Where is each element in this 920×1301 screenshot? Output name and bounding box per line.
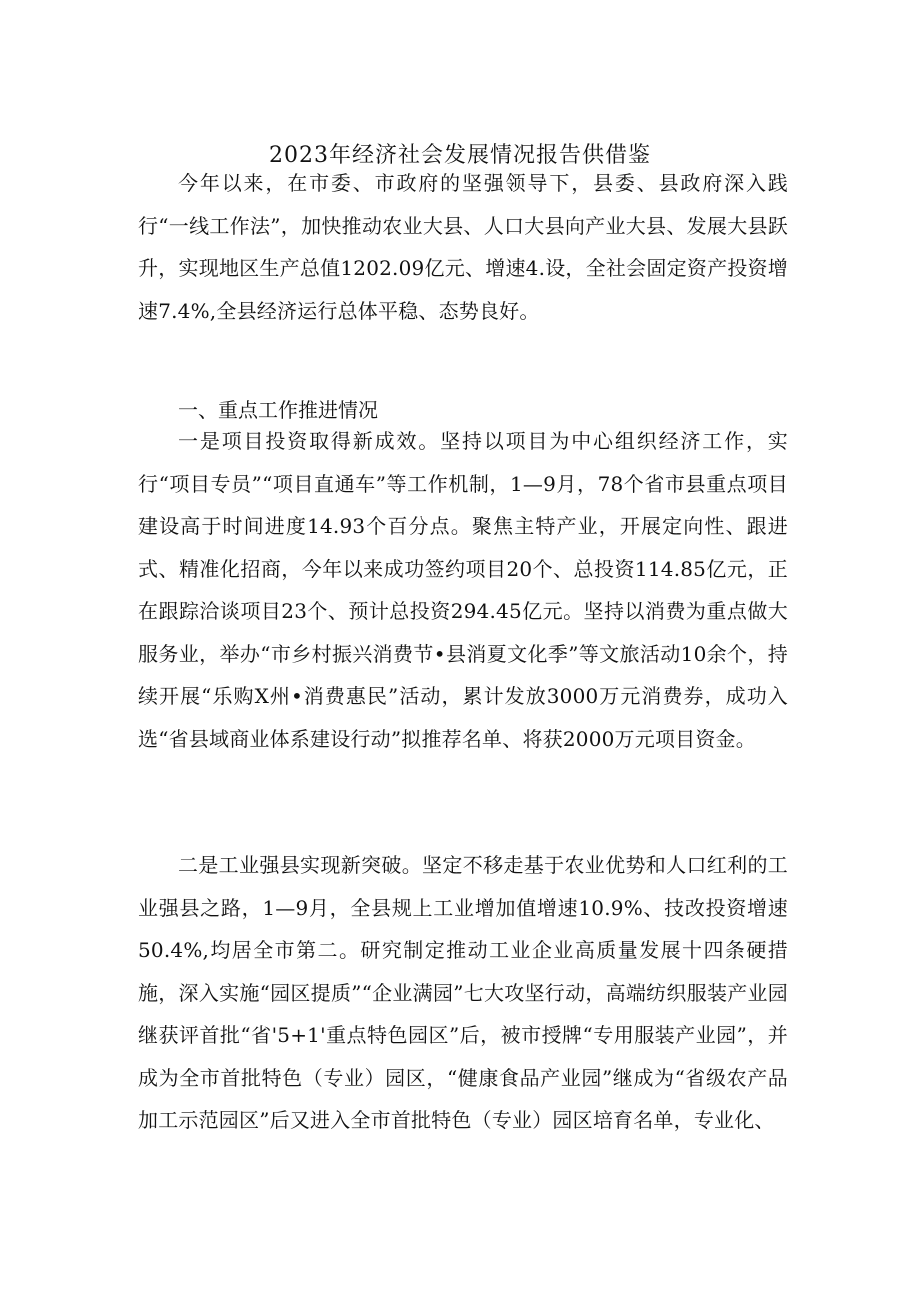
intro-paragraph: 今年以来，在市委、市政府的坚强领导下，县委、县政府深入践行“一线工作法”，加快推动农业大县、人口大县向产业大县、发展大县跃升，实现地区生产总值1202.09亿元、增速4.设，全社会固定资产投资增速7.4%,全县经济运行总体平稳、态势良好。 [138,171,788,323]
section-heading: 一、重点工作推进情况 [178,398,378,422]
project-investment-paragraph: 一是项目投资取得新成效。坚持以项目为中心组织经济工作，实行“项目专员”“项目直通车”等工作机制，1—9月，78个省市县重点项目建设高于时间进度14.93个百分点。聚焦主特产业，开展定向性、跟进式、精准化招商，今年以来成功签约项目20个、总投资114.85亿元，正在跟踪洽谈项目23个、预计总投资294.45亿元。坚持以消费为重点做大服务业，举办“市乡村振兴消费节•县消夏文化季”等文旅活动10余个，持续开展“乐购X州•消费惠民”活动，累计发放3000万元消费券，成功入选“省县域商业体系建设行动”拟推荐名单、将获2000万元项目资金。 [138,429,788,751]
document-title: 2023年经济社会发展情况报告供借鉴 [269,143,651,168]
industry-paragraph: 二是工业强县实现新突破。坚定不移走基于农业优势和人口红利的工业强县之路，1—9月，全县规上工业增加值增速10.9%、技改投资增速50.4%,均居全市第二。研究制定推动工业企业高质量发展十四条硬措施，深入实施“园区提质”“企业满园”七大攻坚行动，高端纺织服装产业园继获评首批“省'5+1'重点特色园区”后，被市授牌“专用服装产业园”，并成为全市首批特色（专业）园区，“健康食品产业园”继成为“省级农产品加工示范园区”后又进入全市首批特色（专业）园区培育名单，专业化、 [138,853,788,1132]
